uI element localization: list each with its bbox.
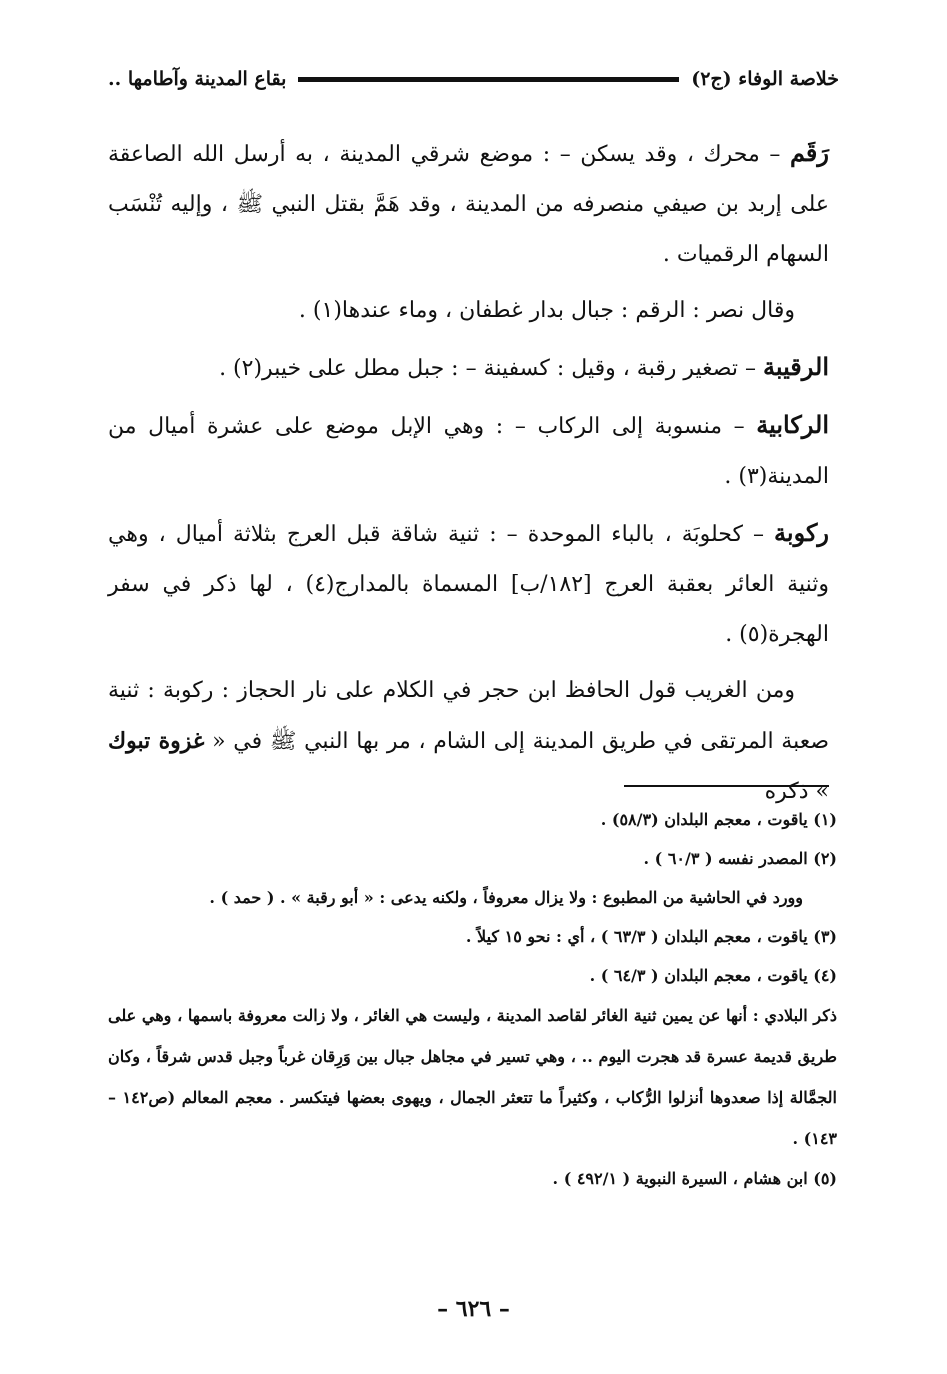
footnote-2: (٢) المصدر نفسه ( ٦٠/٣ ) . (643, 849, 837, 868)
entry-text: – محرك ، وقد يسكن – : موضع شرقي المدينة ، به أرسل الله الصاعقة على إربد بن صيفي منصرفه من المدينة ، وقد هَمَّ بقتل النبي ﷺ ، وإليه تُنْسَب السهام الرقميات . (108, 142, 829, 267)
entry-text: – تصغير رقبة ، وقيل : كسفينة – : جبل مطل على خيبر(٢) . (219, 356, 763, 381)
entry-head: الركابية (756, 410, 829, 439)
section-title: بقاع المدينة وآطامها .. (108, 68, 287, 90)
footnote-2-note: وورد في الحاشية من المطبوع : ولا يزال معروفاً ، ولكنه يدعى : « أبو رقبة » . ( حمد ) . (209, 888, 803, 907)
entry-head: ركوبة (774, 518, 829, 547)
entry-rikabiya (108, 400, 829, 502)
footnote-separator (624, 785, 829, 787)
book-title: خلاصة الوفاء (ج٢) (691, 68, 839, 90)
footnote-4: (٤) ياقوت ، معجم البلدان ( ٦٤/٣ ) . (589, 966, 837, 985)
entry-text: وقال نصر : الرقم : جبال بدار غطفان ، وماء عندها(١) . (298, 298, 795, 323)
footnote-5: (٥) ابن هشام ، السيرة النبوية ( ٤٩٢/١ ) . (552, 1169, 837, 1188)
page-number: – ٦٢٦ – (437, 1296, 510, 1322)
entry-text: – منسوبة إلى الركاب – : وهي الإبل موضع على عشرة أميال من المدينة(٣) . (108, 414, 829, 489)
footnotes (108, 800, 837, 1198)
entry-raqam (108, 128, 829, 280)
footnote-4-note: ذكر البلادي : أنها عن يمين ثنية الغائر لقاصد المدينة ، وليست هي الغائر ، ولا زالت معروفة باسمها ، وهي على طريق قديمة عسرة قد هجرت اليوم .. ، وهي تسير في مجاهل جبال بين وَرِقان غرباً وجبل قدس شرقاً ، وكان الجمَّالة إذا صعدوها أنزلوا الرُّكاب ، وكثيراً ما تتعثر الجمال ، ويهوى بعضها فيتكسر . معجم المعالم (ص١٤٢ – ١٤٣) . (108, 1006, 838, 1148)
running-header (108, 62, 839, 96)
entry-head: رَقَم (789, 138, 829, 167)
footnote-3: (٣) ياقوت ، معجم البلدان ( ٦٣/٣ ) ، أي : نحو ١٥ كيلاً . (465, 927, 837, 946)
paragraph-text: ومن الغريب قول الحافظ ابن حجر في الكلام على نار الحجاز : ركوبة : ثنية صعبة المرتقى في طريق المدينة إلى الشام ، مر بها النبي ﷺ في « (108, 678, 829, 754)
paragraph-ibn-hajar (108, 666, 829, 817)
entry-raqiba (108, 342, 829, 394)
ghazwat-tabuk: غزوة تبوك (108, 728, 205, 754)
entry-head: الرقيبة (762, 352, 829, 381)
entry-nasr (108, 286, 829, 336)
footnote-1: (١) ياقوت ، معجم البلدان (٥٨/٣) . (600, 810, 837, 829)
main-text (108, 128, 829, 823)
paragraph-text-end: » ذكره (764, 779, 829, 804)
entry-text: – كحلوبَة ، بالباء الموحدة – : ثنية شاقة قبل العرج بثلاثة أميال ، وهي وثنية العائر بعقبة العرج [١٨٢/ب] المسماة بالمدارج(٤) ، لها ذكر في سفر الهجرة(٥) . (108, 522, 829, 647)
entry-rakuba (108, 508, 829, 660)
header-rule (298, 77, 679, 82)
